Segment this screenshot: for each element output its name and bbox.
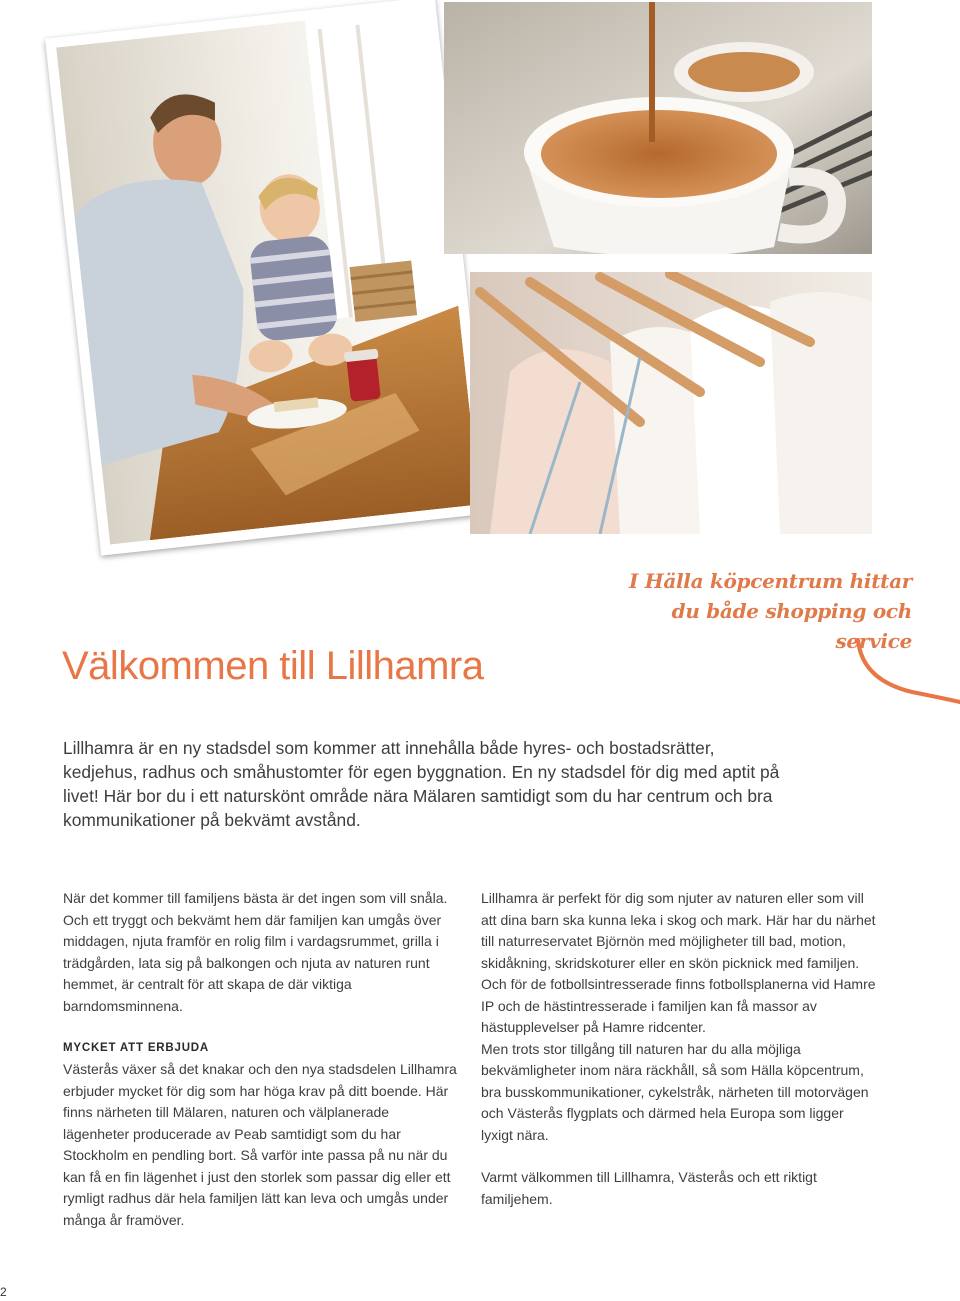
shirts-on-hangers-photo [470,272,872,534]
left-paragraph-1: När det kommer till familjens bästa är det ingen som vill snåla. Och ett tryggt och bekvämt hem där familjen kan umgås över middagen, njuta framför en rolig film i vardagsrummet, grilla i trädgården, lata sig på balkongen och njuta av naturen runt hemmet, är centralt för att skapa de där viktiga barndomsminnena. [63,890,448,1014]
tagline-line-1: I Hälla köpcentrum hittar [629,569,912,593]
family-kitchen-illustration [56,7,480,544]
coffee-cups-photo [444,2,872,254]
tagline-line-2: du både shopping och service [671,599,912,653]
coffee-cups-illustration [444,2,872,254]
intro-paragraph: Lillhamra är en ny stadsdel som kommer att innehålla både hyres- och bostadsrätter, kedjehus, radhus och småhustomter för egen byggnation. En ny stadsdel för dig med aptit på livet! Här bor du i ett naturskönt område nära Mälaren samtidigt som du har centrum och bra kommunikationer på bekvämt avstånd. [63,738,780,830]
right-column [481,888,876,1210]
left-paragraph-2: Västerås växer så det knakar och den nya stadsdelen Lillhamra erbjuder mycket för dig som har höga krav på ditt boende. Här finns närheten till Mälaren, naturen och välplanerade lägenheter producerade av Peab samtidigt som du har Stockholm en pendling bort. Så varför inte passa på nu när du kan få en fin lägenhet i just den storlek som passar dig eller ett rymligt radhus där hela familjen lätt kan leva och umgås under många år framöver. [63,1061,457,1228]
page-title: Välkommen till Lillhamra [62,644,484,688]
tagline-swoosh-decoration [852,630,960,710]
left-column [63,888,458,1231]
right-paragraph-1: Lillhamra är perfekt för dig som njuter av naturen eller som vill att dina barn ska kunna leka i skog och mark. Här har du närhet till naturreservatet Björnön med möjligheter till bad, motion, skidåkning, skridskoturer eller en skön picknick med familjen. Och för de fotbollsintresserade finns fotbollsplanerna vid Hamre IP och de hästintresserade i familjen kan få massor av hästupplevelser på Hamre ridcenter. [481,890,876,1035]
page-number: 2 [0,1285,7,1299]
right-paragraph-2: Men trots stor tillgång till naturen har du alla möjliga bekvämligheter inom nära räckhåll, så som Hälla köpcentrum, bra busskommunikationer, cykelstråk, närheten till motorvägen och Västerås flygplats och därmed hela Europa som ligger lyxigt nära. [481,1040,869,1143]
shirts-illustration [470,272,872,534]
right-paragraph-3: Varmt välkommen till Lillhamra, Västerås och ett riktigt familjehem. [481,1169,817,1207]
family-kitchen-photo [45,0,491,556]
subheading: MYCKET ATT ERBJUDA [63,1042,210,1054]
